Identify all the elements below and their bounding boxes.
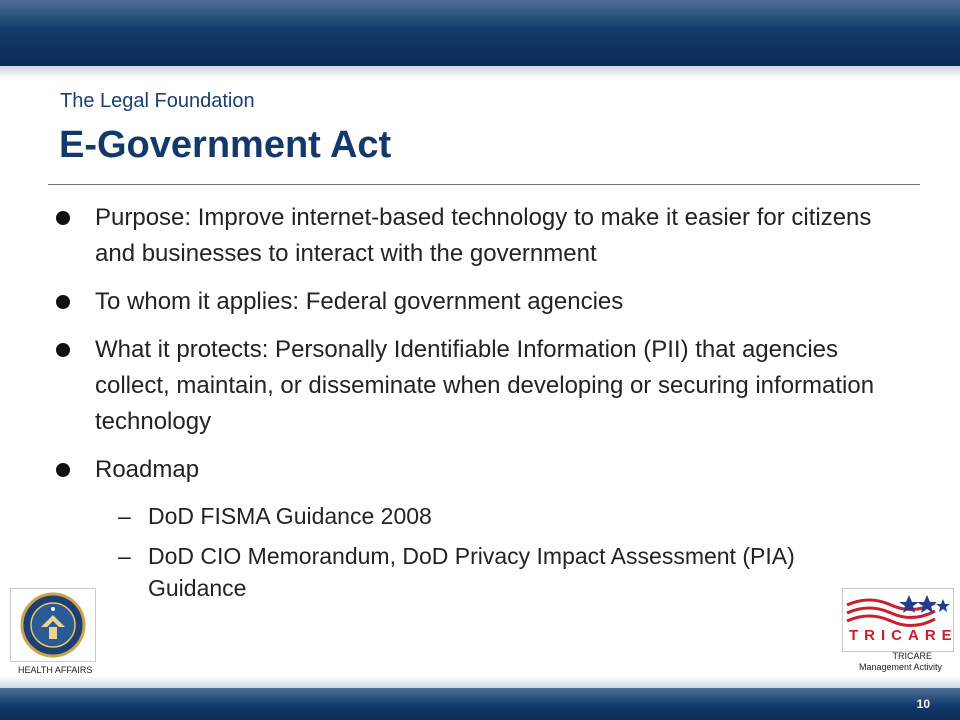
management-activity-label: Management Activity bbox=[858, 662, 942, 672]
title-divider bbox=[48, 184, 920, 185]
footer-shadow bbox=[0, 676, 960, 688]
dod-seal-icon bbox=[10, 588, 96, 662]
health-affairs-label: HEALTH AFFAIRS bbox=[18, 665, 93, 675]
bullet-text: To whom it applies: Federal government agencies bbox=[95, 288, 624, 315]
dash-marker: – bbox=[118, 543, 131, 569]
bullet-dot-icon bbox=[56, 211, 70, 225]
bullet-dot-icon bbox=[56, 343, 70, 357]
tricare-label: TRICARE bbox=[892, 651, 932, 661]
roadmap-item bbox=[118, 540, 916, 604]
roadmap-item-text: DoD CIO Memorandum, DoD Privacy Impact Assessment (PIA) Guidance bbox=[148, 543, 795, 601]
bullet-dot-icon bbox=[56, 463, 70, 477]
page-number: 10 bbox=[916, 697, 930, 711]
bullet-item bbox=[56, 200, 916, 272]
bullet-item bbox=[56, 452, 916, 488]
bullet-item bbox=[56, 332, 916, 440]
footer-band bbox=[0, 688, 960, 720]
tricare-logo-text: TRICARE bbox=[849, 627, 958, 644]
bullet-text: Purpose: Improve internet-based technology to make it easier for citizens and businesses to interact with the government bbox=[95, 204, 872, 267]
bullet-text: Roadmap bbox=[95, 456, 200, 483]
dash-marker: – bbox=[118, 503, 131, 529]
bullet-dot-icon bbox=[56, 295, 70, 309]
roadmap-item bbox=[118, 500, 916, 532]
roadmap-item-text: DoD FISMA Guidance 2008 bbox=[148, 503, 432, 529]
header-shadow bbox=[0, 66, 960, 78]
slide-body bbox=[56, 200, 916, 612]
slide-subtitle: The Legal Foundation bbox=[60, 90, 255, 112]
slide-title: E-Government Act bbox=[59, 124, 392, 166]
bullet-item bbox=[56, 284, 916, 320]
header-band bbox=[0, 0, 960, 66]
tricare-logo-icon bbox=[842, 588, 958, 652]
bullet-text: What it protects: Personally Identifiable Information (PII) that agencies collect, maintain, or disseminate when developing or securing information technology bbox=[95, 336, 875, 435]
